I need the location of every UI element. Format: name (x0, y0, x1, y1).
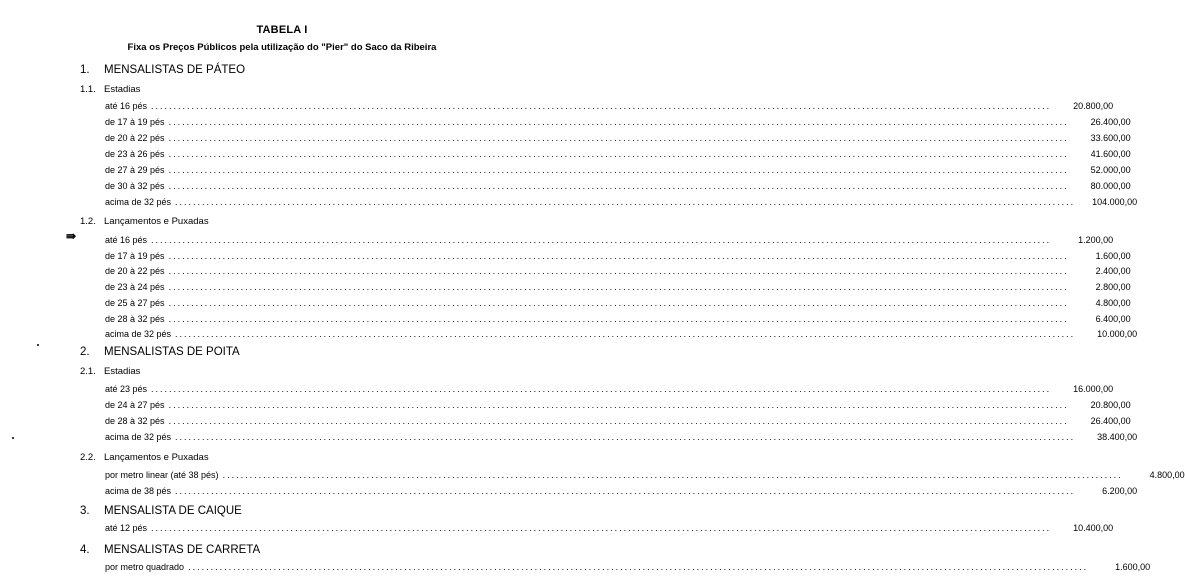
row-value: 2.800,00 (1095, 282, 1131, 293)
row-value: 41.600,00 (1090, 149, 1131, 159)
dot-leader: ........................................................................................................................................................................................................ (151, 523, 1052, 533)
subsection-title: Lançamentos e Puxadas (104, 216, 209, 227)
row-value: 16.000,00 (1073, 384, 1114, 394)
row-label: acima de 32 pés (105, 432, 172, 442)
subsection-number: 2.2. (80, 452, 96, 463)
price-row (105, 313, 1131, 328)
row-label: de 20 à 22 pés (105, 266, 165, 277)
dot-leader: ........................................................................................................................................................................................................ (188, 562, 1089, 572)
row-label: de 23 à 26 pés (105, 149, 165, 159)
row-value: 26.400,00 (1090, 117, 1131, 127)
row-value: 6.200,00 (1102, 486, 1138, 496)
row-value: 33.600,00 (1090, 133, 1131, 143)
subsection-title: Estadias (104, 366, 141, 377)
dot-leader: ........................................................................................................................................................................................................ (175, 197, 1076, 207)
row-label: até 12 pés (105, 523, 148, 533)
row-label: até 23 pés (105, 384, 148, 394)
row-value: 20.800,00 (1090, 400, 1131, 410)
row-label: de 24 à 27 pés (105, 400, 165, 410)
dot-leader: ........................................................................................................................................................................................................ (168, 149, 1069, 159)
row-label: de 23 à 24 pés (105, 282, 165, 293)
section-number: 2. (80, 346, 90, 358)
price-row (105, 235, 1114, 249)
price-row (105, 181, 1131, 195)
subsection-number: 2.1. (80, 366, 96, 377)
dot-leader: ........................................................................................................................................................................................................ (168, 297, 1069, 308)
dot-leader: ........................................................................................................................................................................................................ (222, 470, 1123, 480)
price-row (105, 297, 1131, 312)
row-label: acima de 38 pés (105, 486, 172, 496)
price-row (105, 133, 1131, 147)
price-row (105, 266, 1131, 280)
subsection-title: Lançamentos e Puxadas (104, 452, 209, 463)
price-row (105, 250, 1131, 265)
row-label: de 28 à 32 pés (105, 416, 165, 426)
row-value: 38.400,00 (1097, 432, 1138, 442)
price-row (105, 523, 1114, 537)
section-title: MENSALISTAS DE CARRETA (104, 544, 261, 556)
price-row (105, 562, 1151, 576)
dot-leader: ........................................................................................................................................................................................................ (168, 313, 1069, 324)
price-row (105, 197, 1138, 211)
price-row (105, 101, 1114, 115)
price-row (105, 486, 1138, 500)
section-title: MENSALISTAS DE PÁTEO (104, 64, 246, 76)
section-number: 3. (80, 505, 90, 517)
row-value: 1.600,00 (1095, 250, 1131, 261)
dot-leader: ........................................................................................................................................................................................................ (151, 384, 1052, 394)
dot-leader: ........................................................................................................................................................................................................ (168, 266, 1069, 277)
row-value: 1.600,00 (1115, 562, 1151, 572)
row-value: 26.400,00 (1090, 416, 1131, 426)
section-number: 4. (80, 544, 90, 556)
row-label: de 27 à 29 pés (105, 165, 165, 175)
price-row (105, 329, 1138, 343)
row-label: de 17 à 19 pés (105, 250, 165, 261)
row-value: 10.000,00 (1097, 329, 1138, 340)
price-row (105, 282, 1131, 296)
row-label: de 30 à 32 pés (105, 181, 165, 191)
price-row (105, 117, 1131, 131)
row-value: 6.400,00 (1095, 313, 1131, 324)
subsection-number: 1.2. (80, 216, 96, 227)
row-value: 80.000,00 (1090, 181, 1131, 191)
row-label: de 17 à 19 pés (105, 117, 165, 127)
dot-leader: ........................................................................................................................................................................................................ (175, 432, 1076, 442)
section-title: MENSALISTA DE CAIQUE (104, 505, 242, 517)
row-value: 10.400,00 (1073, 523, 1114, 533)
row-label: por metro linear (até 38 pés) (105, 470, 219, 480)
price-row (105, 416, 1131, 430)
row-value: 1.200,00 (1078, 235, 1114, 245)
dot-leader: ........................................................................................................................................................................................................ (151, 101, 1052, 111)
row-value: 2.400,00 (1095, 266, 1131, 277)
dot-leader: ........................................................................................................................................................................................................ (168, 133, 1069, 143)
row-value: 4.800,00 (1149, 470, 1185, 480)
price-row (105, 432, 1138, 446)
dot-leader: ........................................................................................................................................................................................................ (168, 181, 1069, 191)
price-row (105, 400, 1131, 414)
row-label: acima de 32 pés (105, 329, 172, 340)
price-row (105, 470, 1185, 484)
dot-leader: ........................................................................................................................................................................................................ (168, 400, 1069, 410)
row-label: até 16 pés (105, 101, 148, 111)
row-label: de 25 à 27 pés (105, 297, 165, 308)
section-number: 1. (80, 64, 90, 76)
arrow-marker: ⇛ (66, 229, 77, 243)
table-subtitle: Fixa os Preços Públicos pela utilização do "Pier" do Saco da Ribeira (127, 42, 437, 53)
price-row (105, 165, 1131, 179)
scan-speck (12, 437, 14, 439)
row-label: de 28 à 32 pés (105, 313, 165, 324)
price-row (105, 149, 1131, 163)
row-label: acima de 32 pés (105, 197, 172, 207)
row-value: 4.800,00 (1095, 297, 1131, 308)
subsection-title: Estadias (104, 84, 141, 95)
row-value: 20.800,00 (1073, 101, 1114, 111)
section-title: MENSALISTAS DE POITA (104, 346, 240, 358)
dot-leader: ........................................................................................................................................................................................................ (168, 416, 1069, 426)
subsection-number: 1.1. (80, 84, 96, 95)
price-row (105, 384, 1114, 398)
dot-leader: ........................................................................................................................................................................................................ (168, 282, 1069, 293)
table-title: TABELA I (256, 24, 308, 36)
dot-leader: ........................................................................................................................................................................................................ (168, 250, 1069, 261)
row-label: até 16 pés (105, 235, 148, 245)
row-label: por metro quadrado (105, 562, 185, 572)
row-label: de 20 à 22 pés (105, 133, 165, 143)
dot-leader: ........................................................................................................................................................................................................ (168, 117, 1069, 127)
row-value: 104.000,00 (1092, 197, 1138, 207)
dot-leader: ........................................................................................................................................................................................................ (175, 486, 1076, 496)
dot-leader: ........................................................................................................................................................................................................ (175, 329, 1076, 340)
scan-speck (37, 344, 39, 346)
row-value: 52.000,00 (1090, 165, 1131, 175)
dot-leader: ........................................................................................................................................................................................................ (151, 235, 1052, 245)
dot-leader: ........................................................................................................................................................................................................ (168, 165, 1069, 175)
